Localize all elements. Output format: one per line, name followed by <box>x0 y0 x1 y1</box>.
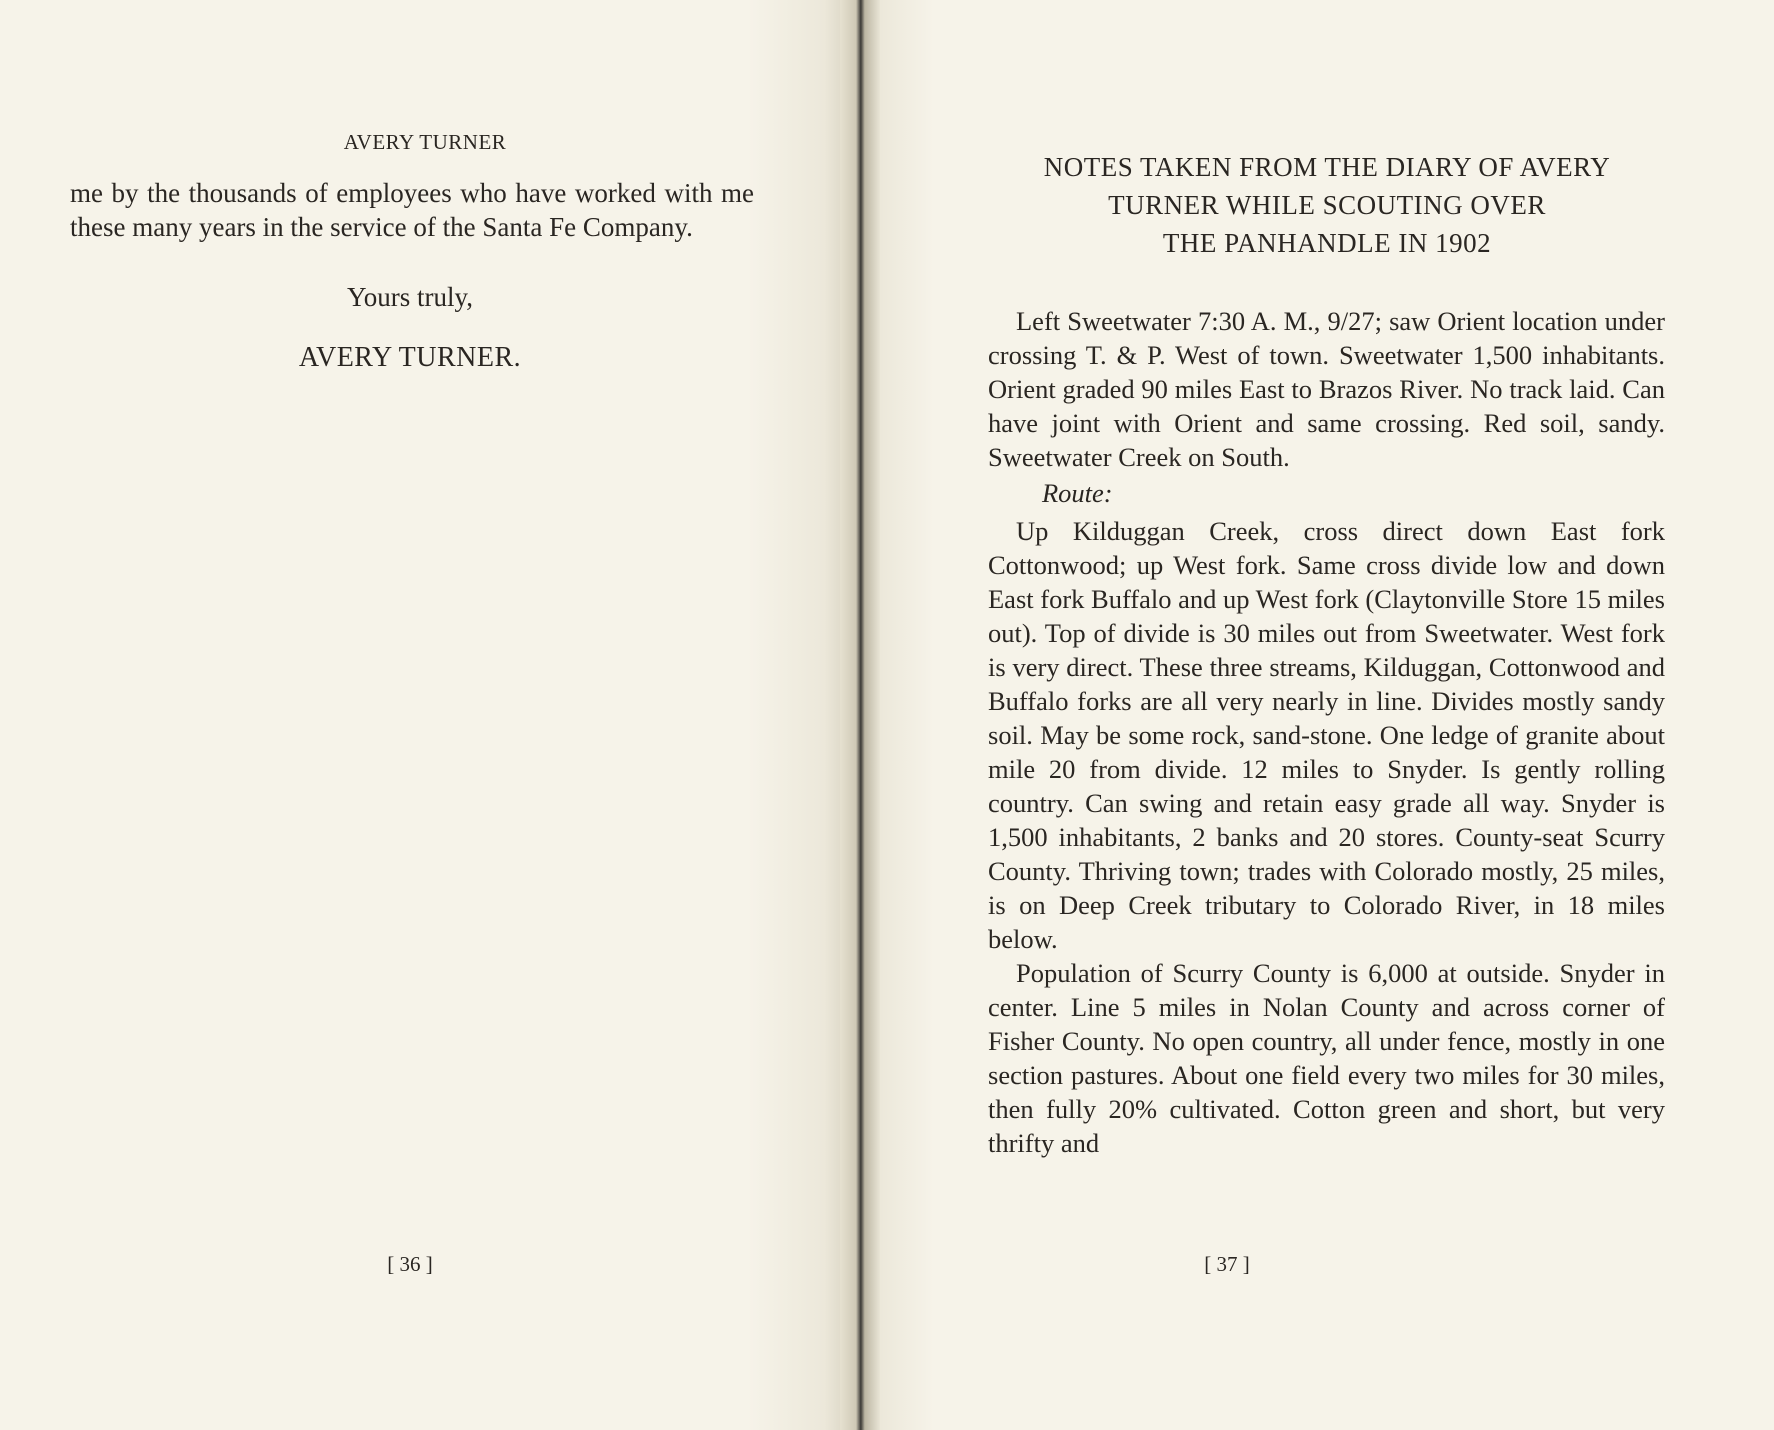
left-page <box>0 0 850 1430</box>
chapter-title-line: NOTES TAKEN FROM THE DIARY OF AVERY <box>1043 152 1611 182</box>
body-paragraph: Up Kilduggan Creek, cross direct down East fork Cottonwood; up West fork. Same cross divide low and down East fork Buffalo and up West fork (Claytonville Store 15 miles out). Top of divide is 30 miles out from Sweetwater. West fork is very direct. These three streams, Kilduggan, Cottonwood and Buffalo forks are all very nearly in line. Divides mostly sandy soil. May be some rock, sand-stone. One ledge of granite about mile 20 from divide. 12 miles to Snyder. Is gently rolling country. Can swing and retain easy grade all way. Snyder is 1,500 inhabitants, 2 banks and 20 stores. County-seat Scurry County. Thriving town; trades with Colorado mostly, 25 miles, is on Deep Creek tributary to Colorado River, in 18 miles below. <box>988 516 1665 954</box>
diary-body <box>988 304 1665 1160</box>
chapter-title <box>880 148 1774 262</box>
chapter-title-line: TURNER WHILE SCOUTING OVER <box>1108 190 1546 220</box>
letter-closing: Yours truly, <box>346 282 474 312</box>
body-paragraph: Population of Scurry County is 6,000 at outside. Snyder in center. Line 5 miles in Nolan County and across corner of Fisher County. No open country, all under fence, mostly in one section pastures. About one field every two miles for 30 miles, then fully 20% cultivated. Cotton green and short, but very thrifty and <box>988 958 1665 1158</box>
body-paragraph: Left Sweetwater 7:30 A. M., 9/27; saw Orient location under crossing T. & P. West of town. Sweetwater 1,500 inhabitants. Orient graded 90 miles East to Brazos River. No track laid. Can have joint with Orient and same crossing. Red soil, sandy. Sweetwater Creek on South. <box>988 306 1665 472</box>
running-head: AVERY TURNER <box>343 130 507 154</box>
letter-continuation: me by the thousands of employees who have worked with me these many years in the service of the Santa Fe Company. <box>70 178 754 242</box>
page-number-right: [ 37 ] <box>1204 1252 1250 1276</box>
chapter-title-line: THE PANHANDLE IN 1902 <box>1162 228 1492 258</box>
page-number-left: [ 36 ] <box>387 1252 433 1276</box>
book-gutter <box>840 0 880 1430</box>
right-page <box>880 0 1774 1430</box>
letter-signature: AVERY TURNER. <box>298 342 522 373</box>
route-heading: Route: <box>1042 478 1113 508</box>
